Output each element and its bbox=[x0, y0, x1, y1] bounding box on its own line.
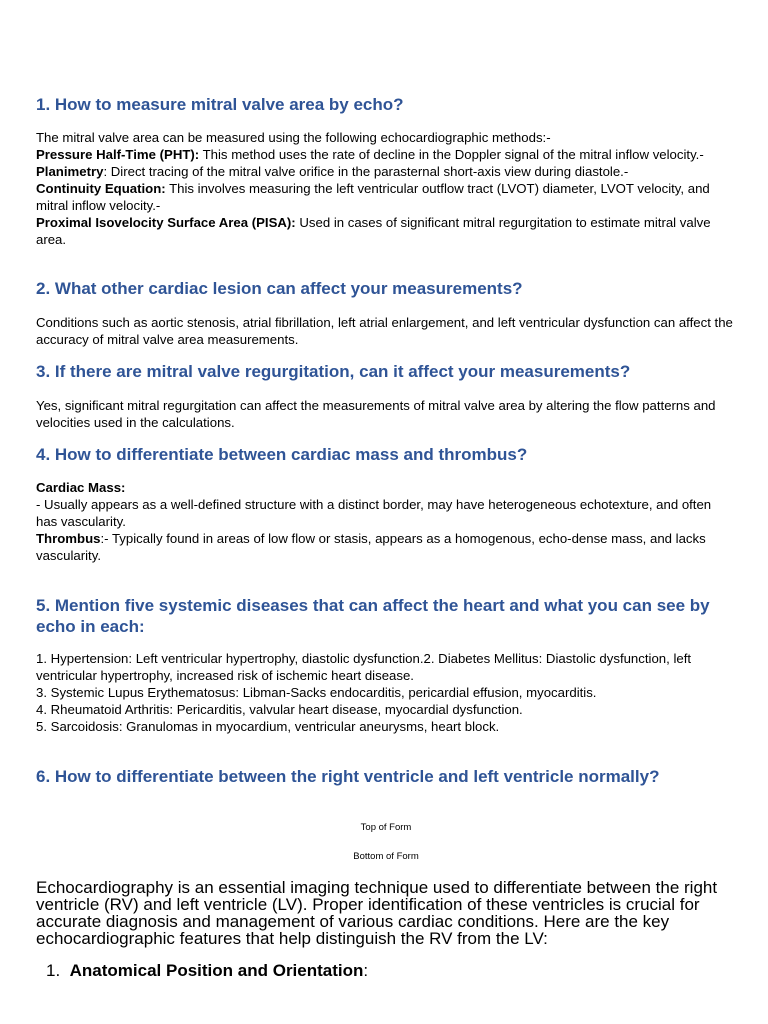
term: Pressure Half-Time (PHT): bbox=[36, 147, 200, 162]
heading-q2: 2. What other cardiac lesion can affect your measurements? bbox=[36, 279, 523, 298]
list-suffix: : bbox=[363, 961, 369, 980]
q1-intro: The mitral valve area can be measured using the following echocardiographic methods:- bbox=[36, 130, 551, 145]
desc: :- Typically found in areas of low flow or stasis, appears as a homogenous, echo-dense mass, and lacks vascularity. bbox=[36, 531, 706, 563]
list-number: 1. bbox=[46, 961, 61, 980]
term: Thrombus bbox=[36, 531, 101, 546]
answer-q5 bbox=[36, 650, 736, 735]
q6-body: Echocardiography is an essential imaging technique used to differentiate between the right ventricle (RV) and left ventricle (LV). Proper identification of these ventricles is crucial for accurate diagnosis and management of various cardiac conditions. Here are the key echocardiographic features that help distinguish the RV from the LV: bbox=[36, 878, 718, 948]
answer-q4 bbox=[36, 479, 736, 564]
desc: Used in cases of significant mitral regurgitation to estimate mitral valve area. bbox=[36, 215, 711, 247]
q4-mass-label bbox=[36, 479, 736, 496]
heading-q5: 5. Mention five systemic diseases that can affect the heart and what you can see by echo in each: bbox=[36, 596, 710, 636]
heading-q6: 6. How to differentiate between the right ventricle and left ventricle normally? bbox=[36, 767, 660, 786]
heading-q4: 4. How to differentiate between cardiac mass and thrombus? bbox=[36, 445, 528, 464]
q5-line: 3. Systemic Lupus Erythematosus: Libman-Sacks endocarditis, pericardial effusion, myocarditis. bbox=[36, 685, 597, 700]
desc: This method uses the rate of decline in the Doppler signal of the mitral inflow velocity.- bbox=[199, 147, 704, 162]
list-term: Anatomical Position and Orientation bbox=[69, 961, 364, 980]
q1-method-pisa bbox=[36, 214, 736, 248]
q4-mass-text: - Usually appears as a well-defined structure with a distinct border, may have heterogeneous echotexture, and often has vascularity. bbox=[36, 497, 712, 529]
term: Cardiac Mass: bbox=[36, 480, 126, 495]
q3-text: Yes, significant mitral regurgitation can affect the measurements of mitral valve area by altering the flow patterns and velocities used in the calculations. bbox=[36, 398, 716, 430]
q2-text: Conditions such as aortic stenosis, atrial fibrillation, left atrial enlargement, and left ventricular dysfunction can affect the accuracy of mitral valve area measurements. bbox=[36, 315, 733, 347]
q1-method-continuity bbox=[36, 180, 736, 214]
term: Planimetry bbox=[36, 164, 104, 179]
answer-q2 bbox=[36, 314, 736, 348]
term: Proximal Isovelocity Surface Area (PISA): bbox=[36, 215, 296, 230]
q1-method-pht bbox=[36, 146, 736, 163]
q5-line: 5. Sarcoidosis: Granulomas in myocardium, ventricular aneurysms, heart block. bbox=[36, 719, 500, 734]
bottom-of-form: Bottom of Form bbox=[353, 851, 419, 862]
desc: : Direct tracing of the mitral valve orifice in the parasternal short-axis view during diastole.- bbox=[103, 164, 629, 179]
heading-q1: 1. How to measure mitral valve area by echo? bbox=[36, 95, 404, 114]
q5-line: 1. Hypertension: Left ventricular hypertrophy, diastolic dysfunction.2. Diabetes Mellitus: Diastolic dysfunction, left ventricular hypertrophy, increased risk of ischemic heart disease. bbox=[36, 651, 692, 683]
desc: This involves measuring the left ventricular outflow tract (LVOT) diameter, LVOT velocity, and mitral inflow velocity.- bbox=[36, 181, 710, 213]
top-of-form: Top of Form bbox=[360, 822, 412, 833]
list-item bbox=[46, 961, 368, 981]
answer-q3 bbox=[36, 397, 736, 431]
answer-q1 bbox=[36, 129, 736, 248]
heading-q3: 3. If there are mitral valve regurgitation, can it affect your measurements? bbox=[36, 362, 631, 381]
term: Continuity Equation: bbox=[36, 181, 166, 196]
q5-line: 4. Rheumatoid Arthritis: Pericarditis, valvular heart disease, myocardial dysfunction. bbox=[36, 702, 523, 717]
q4-thrombus bbox=[36, 530, 736, 564]
q1-method-planimetry bbox=[36, 163, 736, 180]
